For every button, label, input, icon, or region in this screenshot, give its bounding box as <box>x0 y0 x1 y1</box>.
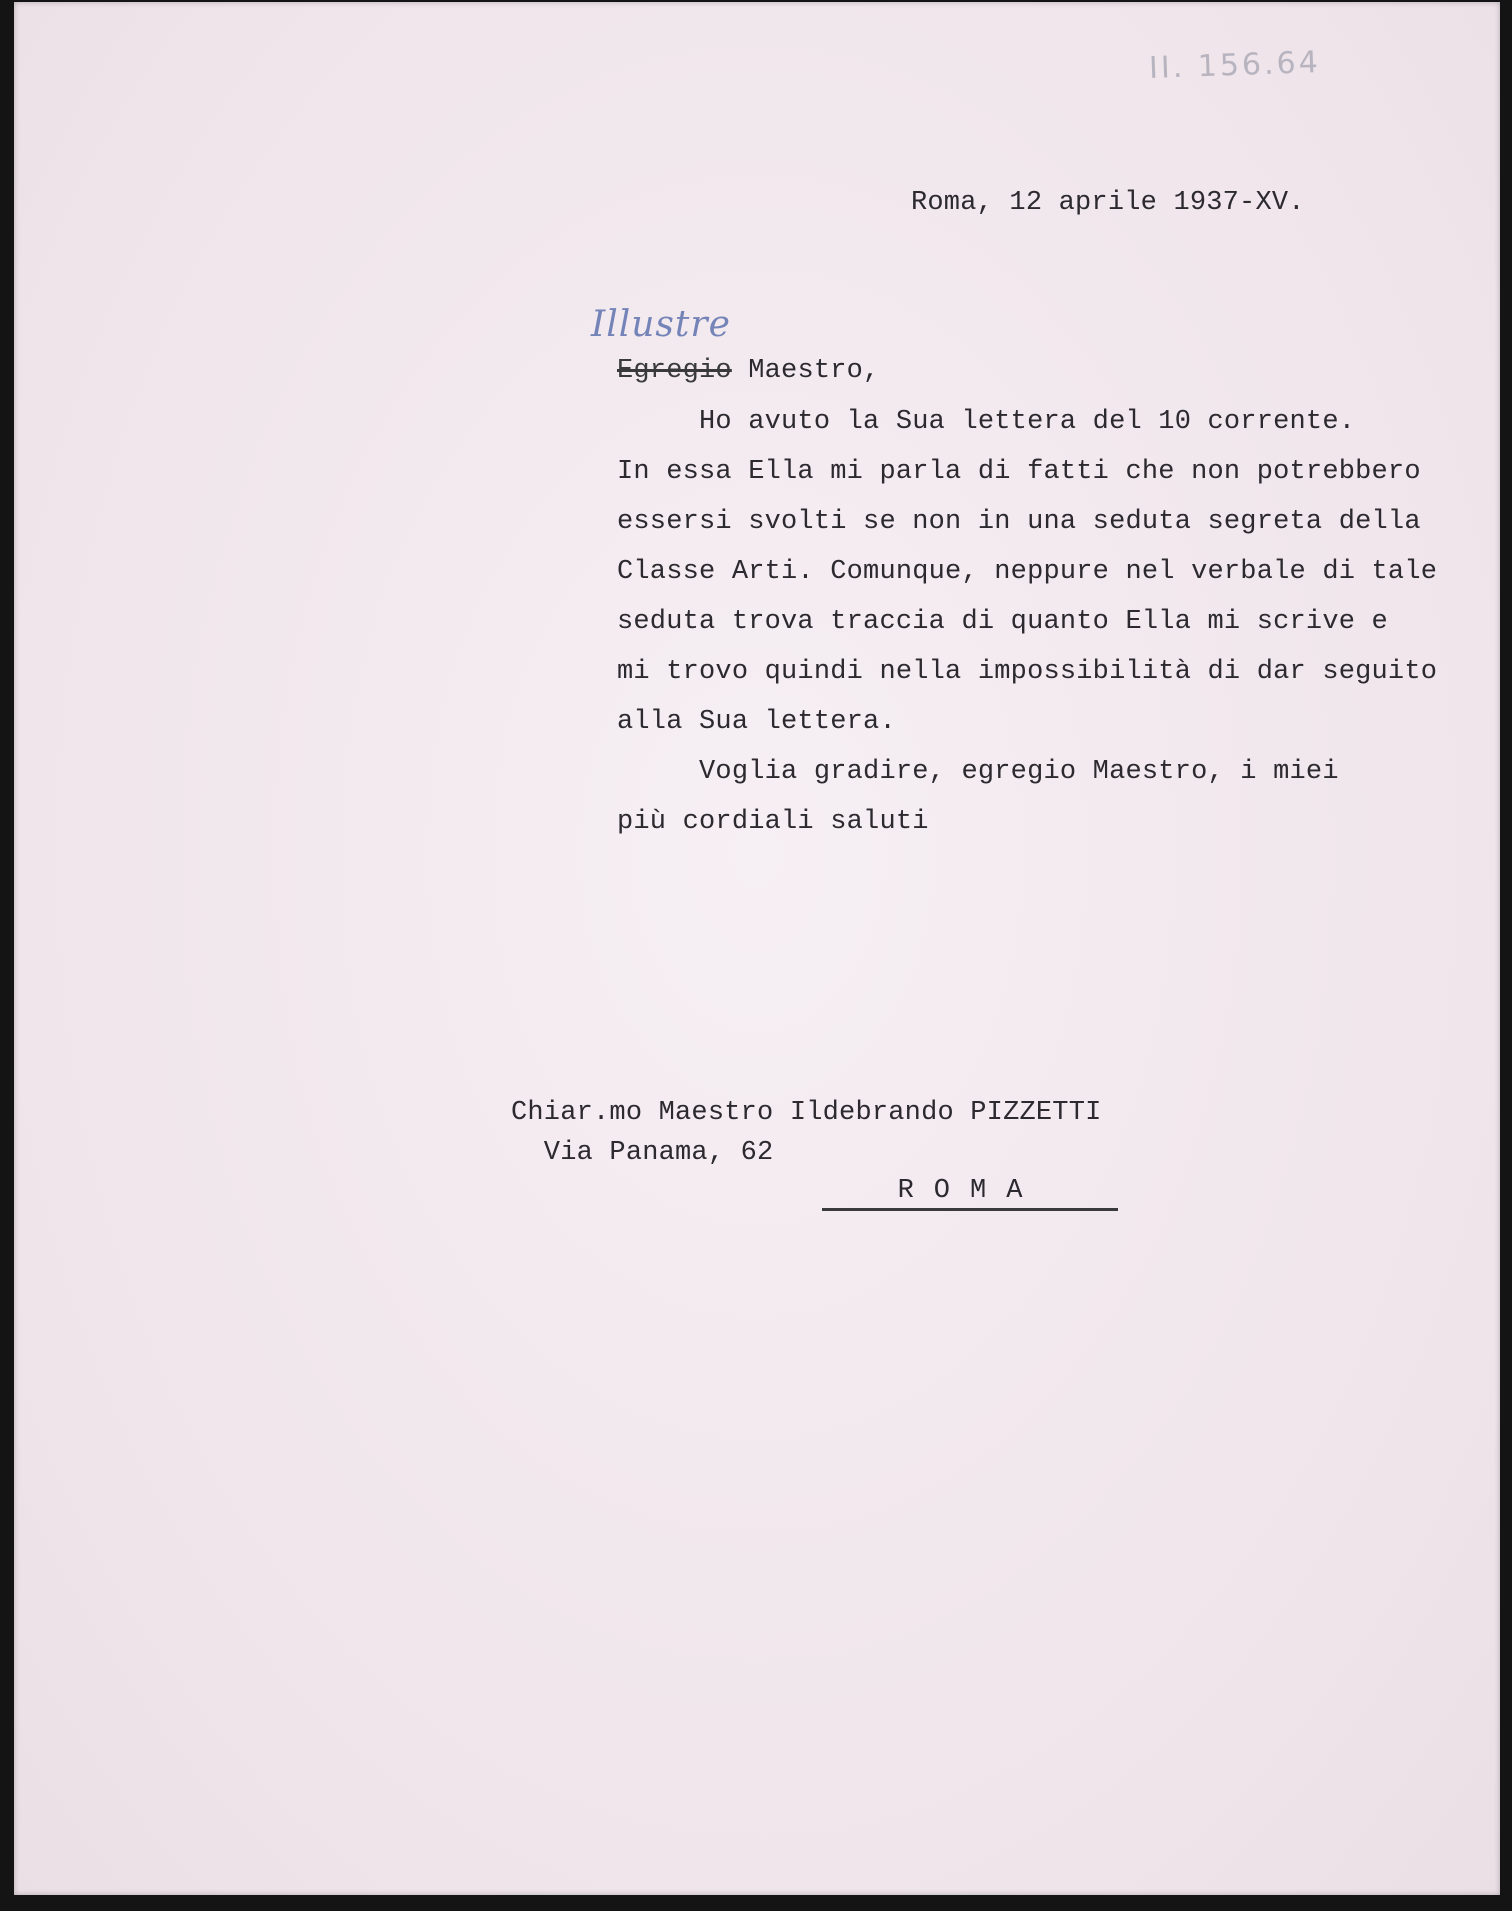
body-line: alla Sua lettera. <box>617 707 896 737</box>
struck-word: Egregio <box>617 356 732 386</box>
recipient-name: Chiar.mo Maestro Ildebrando PIZZETTI <box>511 1098 1102 1128</box>
salutation-rest: Maestro, <box>731 356 880 386</box>
body-line: Classe Arti. Comunque, neppure nel verbale di tale <box>617 557 1438 587</box>
recipient-street: Via Panama, 62 <box>511 1138 774 1168</box>
recipient-city: ROMA <box>822 1176 1118 1211</box>
salutation <box>617 356 879 386</box>
archive-mark: II. 156.64 <box>1148 45 1322 86</box>
body-line: Ho avuto la Sua lettera del 10 corrente. <box>617 407 1356 437</box>
body-line: mi trovo quindi nella impossibilità di dar seguito <box>617 657 1438 687</box>
body-line: seduta trova traccia di quanto Ella mi scrive e <box>617 607 1388 637</box>
body-line: Voglia gradire, egregio Maestro, i miei <box>617 757 1339 787</box>
letter-date: Roma, 12 aprile 1937-XV. <box>911 188 1305 218</box>
handwritten-correction: Illustre <box>591 304 731 345</box>
body-line: più cordiali saluti <box>617 807 929 837</box>
letter-sheet <box>14 2 1500 1895</box>
body-line: essersi svolti se non in una seduta segreta della <box>617 507 1421 537</box>
body-line: In essa Ella mi parla di fatti che non potrebbero <box>617 457 1421 487</box>
